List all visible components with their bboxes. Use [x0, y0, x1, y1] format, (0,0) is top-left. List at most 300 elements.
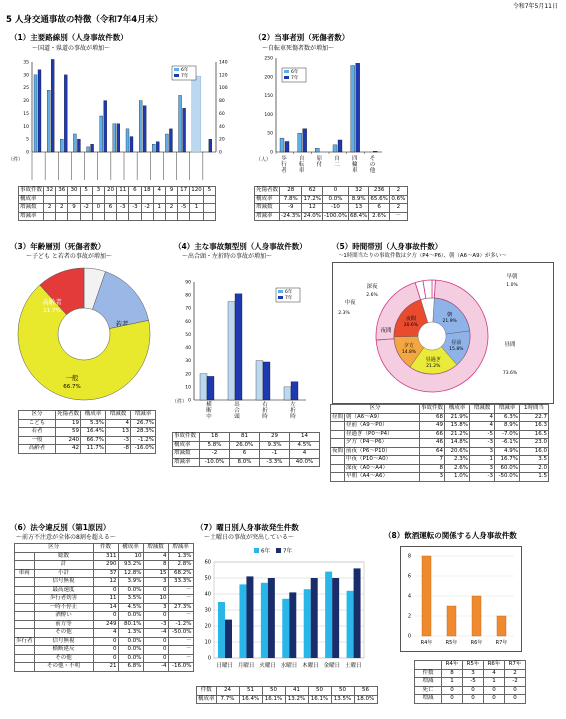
- table-cell: －: [168, 646, 193, 655]
- row-label: 朝（A6～A9）: [345, 413, 420, 422]
- table-row: [415, 669, 526, 678]
- table-cell: 0: [93, 646, 118, 655]
- slice-pct: 11.7%: [43, 308, 61, 314]
- bar-6: [200, 374, 207, 400]
- table-header: 増減数: [143, 544, 168, 553]
- bar-6: [351, 66, 355, 152]
- outer-label: 深夜: [366, 284, 378, 290]
- y-tick-label: 90: [185, 280, 191, 286]
- row-label: 酒酔い: [34, 612, 93, 621]
- table-row: [19, 445, 156, 454]
- group-label: [15, 663, 35, 672]
- table-cell: 0: [322, 187, 348, 196]
- y-tick-label: 50: [185, 332, 191, 338]
- bar-7: [130, 137, 133, 152]
- table-cell: -7.0%: [495, 430, 520, 439]
- table-cell: 4: [93, 629, 118, 638]
- row-label: 一般: [19, 436, 56, 445]
- y-tick-label: 150: [264, 94, 273, 100]
- s7-chart: [196, 544, 371, 684]
- x-tick-label: 金曜日: [323, 663, 341, 669]
- table-cell: 12: [302, 204, 322, 213]
- y-tick-label: 50: [204, 575, 211, 582]
- table-cell: 68: [420, 413, 445, 422]
- row-label: 増減数: [19, 204, 44, 213]
- inner-pct: 21.9%: [442, 318, 457, 324]
- legend-label: 7年: [285, 296, 293, 301]
- table-row: [415, 661, 526, 670]
- outer-pct: 73.6%: [502, 371, 518, 376]
- table-row: [15, 569, 194, 578]
- row-label: 構成率: [173, 441, 200, 450]
- bar-7: [91, 144, 94, 152]
- category-label: 左折時: [290, 402, 296, 420]
- bar-6: [298, 133, 302, 152]
- table-cell: -3.3%: [260, 458, 290, 467]
- table-cell: 16.3: [520, 422, 549, 431]
- bar-6: [179, 95, 182, 152]
- group-label: 昼間: [332, 413, 344, 420]
- group-label: [15, 603, 35, 612]
- table-cell: 59: [56, 428, 81, 437]
- row-label: その他・不明: [34, 663, 93, 672]
- table-row: [415, 686, 526, 695]
- table-cell: 2.6%: [445, 464, 470, 473]
- bar-7: [183, 108, 186, 152]
- table-cell: －: [168, 654, 193, 663]
- table-cell: [153, 195, 165, 204]
- table-cell: 66.7%: [81, 436, 106, 445]
- table-cell: 80.1%: [118, 620, 143, 629]
- table-cell: 0: [442, 695, 463, 704]
- row-label: 件数: [415, 669, 442, 678]
- y2-tick-label: 20: [219, 137, 225, 143]
- table-cell: 0.0%: [322, 195, 348, 204]
- bar-6: [73, 134, 76, 152]
- table-cell: 4: [153, 187, 165, 196]
- s4-table: [172, 432, 320, 467]
- table-row: [255, 212, 408, 221]
- table-cell: －: [168, 637, 193, 646]
- table-cell: 10: [143, 595, 168, 604]
- group-label: 車両: [15, 569, 35, 578]
- table-cell: 3: [143, 578, 168, 587]
- bar-7: [117, 124, 120, 152]
- bar-6: [333, 145, 337, 152]
- table-row: [331, 456, 549, 465]
- group-label: [331, 464, 345, 473]
- table-cell: 2: [56, 204, 68, 213]
- s7-heading: （7）曜日別人身事故発生件数: [196, 523, 299, 532]
- s1-note: ～国道・県道の事故が増加～: [32, 45, 111, 52]
- table-cell: [141, 212, 153, 221]
- bar-6: [139, 101, 142, 152]
- table-cell: -3: [470, 439, 495, 448]
- inner-label: 夜間: [405, 315, 416, 322]
- table-row: [19, 212, 216, 221]
- category-label: 原付: [316, 156, 323, 168]
- y-tick-label: 30: [185, 359, 191, 365]
- inner-pct: 14.8%: [401, 350, 417, 356]
- s2-note: ～自転車死傷者数が増加～: [262, 45, 335, 52]
- table-cell: 4: [470, 413, 495, 422]
- table-cell: 3: [143, 603, 168, 612]
- table-cell: 21.9%: [445, 413, 470, 422]
- group-label: [15, 561, 35, 570]
- x-tick-label: R4年: [420, 640, 433, 646]
- table-cell: -8: [106, 445, 131, 454]
- table-header: 増減率: [131, 411, 156, 420]
- table-cell: 26.0%: [230, 441, 260, 450]
- table-cell: -100.0%: [323, 212, 347, 219]
- table-cell: 56: [354, 687, 377, 696]
- category-label: 四輪車: [352, 156, 358, 174]
- inner-label: 朝: [447, 311, 453, 318]
- row-label: 増減数: [255, 204, 280, 213]
- table-cell: 6: [369, 204, 389, 213]
- table-header: R6年: [484, 661, 505, 670]
- outer-label: 昼間: [504, 342, 516, 348]
- table-row: [331, 473, 549, 482]
- table-row: [19, 428, 156, 437]
- table-cell: 3: [420, 473, 445, 482]
- table-cell: 17: [178, 187, 190, 196]
- bar-6: [192, 76, 201, 152]
- table-cell: 0: [92, 204, 104, 213]
- table-row: [15, 646, 194, 655]
- table-row: [255, 195, 408, 204]
- table-cell: 0.6%: [389, 195, 407, 204]
- bar-6: [165, 134, 168, 152]
- row-label: 信号無視: [34, 637, 93, 646]
- bar-7: [332, 578, 339, 658]
- table-row: [15, 544, 194, 553]
- row-label: 増減: [415, 695, 442, 704]
- bar-6: [239, 584, 246, 658]
- table-cell: [92, 195, 104, 204]
- table-cell: 12: [93, 578, 118, 587]
- row-label: 横断違反: [34, 646, 93, 655]
- s3-table: [18, 410, 156, 454]
- s7-table: [196, 686, 378, 704]
- table-cell: 4: [143, 552, 168, 561]
- bar-6: [315, 148, 319, 152]
- table-cell: －: [168, 586, 193, 595]
- table-cell: 7: [420, 456, 445, 465]
- bar-6: [256, 361, 263, 400]
- table-cell: 6: [230, 450, 260, 459]
- table-cell: 4: [484, 669, 505, 678]
- table-cell: 81: [230, 433, 260, 442]
- y-tick-label: 0: [270, 150, 273, 156]
- table-cell: 21.2%: [445, 430, 470, 439]
- s3-heading: （3）年齢層別（死傷者数）: [10, 242, 106, 251]
- table-cell: [129, 195, 141, 204]
- x-tick-label: 水曜日: [280, 663, 298, 669]
- table-header: 増減数: [470, 405, 495, 414]
- outer-label: 早朝: [506, 274, 518, 280]
- y2-tick-label: 60: [219, 111, 225, 117]
- table-row: [331, 439, 549, 448]
- slice-label: 若者: [115, 320, 129, 328]
- bar-7: [285, 141, 289, 152]
- bar: [447, 606, 456, 636]
- table-cell: 13.2%: [285, 695, 308, 704]
- table-cell: 16.5: [520, 430, 549, 439]
- table-row: [15, 603, 194, 612]
- table-row: [19, 195, 216, 204]
- table-row: [19, 204, 216, 213]
- s3-note: ～子ども と若者の事故が増加～: [26, 253, 112, 260]
- table-cell: [203, 212, 215, 221]
- table-cell: 46: [420, 439, 445, 448]
- table-header: 区分: [15, 544, 94, 553]
- row-label: 深夜（A0～A4）: [345, 464, 420, 473]
- bar-7: [268, 578, 275, 658]
- row-label: 件数: [197, 687, 217, 696]
- table-row: [19, 411, 156, 420]
- row-label: 若者: [19, 428, 56, 437]
- legend-label: 7年: [283, 548, 292, 555]
- table-cell: 0: [93, 654, 118, 663]
- row-label: 中夜（P10～A0）: [345, 456, 420, 465]
- s4-unit: （件）: [172, 399, 188, 405]
- table-cell: 13: [106, 428, 131, 437]
- table-header: R5年: [463, 661, 484, 670]
- bar-7: [104, 101, 107, 152]
- table-cell: 5: [203, 187, 215, 196]
- table-cell: -24.3%: [281, 212, 301, 219]
- table-header: 構成率: [445, 405, 470, 414]
- row-label: 総数: [34, 552, 93, 561]
- group-label: 夜間: [332, 447, 344, 454]
- bar-7: [263, 362, 270, 400]
- table-cell: 20.6%: [445, 447, 470, 456]
- row-label: 最高速度: [34, 586, 93, 595]
- table-cell: -10: [322, 204, 348, 213]
- y-tick-label: 5: [26, 137, 29, 143]
- table-cell: 0: [484, 695, 505, 704]
- table-cell: －: [168, 612, 193, 621]
- row-label: 事故件数: [20, 187, 43, 194]
- table-cell: -1.2%: [131, 436, 156, 445]
- y2-tick-label: 120: [219, 73, 228, 79]
- s6-heading: （6）法令違反別（第1原因）: [10, 523, 111, 532]
- table-cell: 0: [93, 612, 118, 621]
- row-label: 計: [34, 561, 93, 570]
- bar-7: [207, 376, 214, 400]
- group-label: [15, 654, 35, 663]
- table-cell: [117, 195, 129, 204]
- table-cell: 68.4%: [349, 212, 368, 219]
- table-cell: 290: [93, 561, 118, 570]
- table-cell: 16.4%: [239, 695, 262, 704]
- table-cell: 33.3%: [168, 578, 193, 587]
- table-cell: [190, 195, 204, 204]
- table-cell: 0: [143, 586, 168, 595]
- table-cell: 12.8%: [118, 569, 143, 578]
- bar-6: [261, 583, 268, 658]
- x-tick-label: 月曜日: [237, 663, 255, 669]
- table-cell: -4: [143, 663, 168, 672]
- table-row: [331, 405, 549, 414]
- row-label: 増減数: [173, 450, 200, 459]
- table-cell: 7.7%: [216, 695, 239, 704]
- table-row: [331, 430, 549, 439]
- s4-category-row: [196, 402, 306, 432]
- legend-swatch: [284, 76, 289, 79]
- row-label: 歩行者妨害: [34, 595, 93, 604]
- table-cell: 2.6%: [369, 212, 389, 221]
- y-tick-label: 20: [185, 372, 191, 378]
- table-header: 1時間当: [520, 405, 549, 414]
- row-label: 事故件数: [173, 433, 200, 442]
- table-cell: 0.0%: [118, 637, 143, 646]
- table-cell: -4: [143, 629, 168, 638]
- table-cell: 0: [143, 654, 168, 663]
- table-cell: 2: [389, 187, 407, 196]
- table-cell: 14: [93, 603, 118, 612]
- table-cell: [165, 195, 177, 204]
- row-label: 増減率: [19, 212, 44, 221]
- legend-swatch: [254, 548, 259, 553]
- y-tick-label: 35: [23, 60, 29, 66]
- table-cell: 19: [56, 419, 81, 428]
- table-cell: [178, 195, 190, 204]
- group-label: 歩行者: [16, 637, 33, 644]
- table-cell: -2: [141, 204, 153, 213]
- y-tick-label: 80: [185, 293, 191, 299]
- table-row: [331, 464, 549, 473]
- row-label: こども: [19, 419, 56, 428]
- bar-7: [156, 142, 159, 152]
- table-row: [197, 687, 378, 696]
- y-tick-label: 20: [204, 623, 211, 630]
- y2-tick-label: 0: [219, 150, 222, 156]
- bar-6: [347, 591, 354, 658]
- table-cell: 0: [93, 637, 118, 646]
- table-cell: 11: [117, 187, 129, 196]
- table-header: 増減数: [106, 411, 131, 420]
- table-header: 件数: [93, 544, 118, 553]
- table-cell: 41: [285, 687, 308, 696]
- bar-7: [303, 129, 307, 152]
- bar-6: [152, 144, 155, 152]
- y-tick-label: 15: [23, 111, 29, 117]
- table-row: [15, 629, 194, 638]
- group-label: [15, 578, 35, 587]
- group-label: [15, 629, 35, 638]
- group-label: [15, 612, 35, 621]
- outer-label: 夜間: [380, 328, 392, 334]
- table-cell: 16.4%: [81, 428, 106, 437]
- x-tick-label: R6年: [470, 640, 483, 646]
- table-cell: -2: [200, 450, 230, 459]
- table-cell: 13: [348, 204, 368, 213]
- group-label: [15, 620, 35, 629]
- table-cell: 240: [56, 436, 81, 445]
- table-cell: -16.0%: [168, 663, 193, 672]
- table-header: 増減率: [168, 544, 193, 553]
- table-cell: 15.8%: [445, 422, 470, 431]
- legend-swatch: [174, 74, 179, 77]
- table-cell: 2.3%: [445, 456, 470, 465]
- bar-6: [47, 90, 50, 152]
- table-cell: 13.5%: [331, 695, 354, 704]
- table-row: [255, 204, 408, 213]
- y-tick-label: 60: [204, 559, 211, 566]
- table-cell: -5: [470, 430, 495, 439]
- table-cell: [203, 204, 215, 213]
- table-cell: 28.3%: [131, 428, 156, 437]
- y-tick-label: 20: [23, 99, 29, 105]
- table-cell: 20: [104, 187, 116, 196]
- row-label: 一時不停止: [34, 603, 93, 612]
- row-label: 構成率: [255, 195, 280, 204]
- table-cell: 0: [143, 612, 168, 621]
- group-label: [15, 586, 35, 595]
- legend-label: 7年: [291, 76, 299, 81]
- table-cell: [44, 195, 56, 204]
- page-date: 令和7年5月11日: [512, 3, 558, 10]
- legend-label: 6年: [285, 290, 293, 295]
- category-label: 右折時: [262, 402, 268, 420]
- inner-label: 昼前: [451, 340, 462, 347]
- table-row: [15, 595, 194, 604]
- table-row: [415, 695, 526, 704]
- y-tick-label: 0: [26, 150, 29, 156]
- table-cell: [44, 212, 56, 221]
- bar: [422, 556, 431, 636]
- table-cell: -16.0%: [131, 445, 156, 454]
- table-cell: -50.0%: [495, 473, 520, 482]
- table-cell: 0.0%: [118, 646, 143, 655]
- bar-6: [218, 602, 225, 658]
- row-label: 死傷者数: [256, 187, 279, 194]
- table-row: [173, 441, 320, 450]
- table-cell: 1: [442, 678, 463, 687]
- table-cell: 3.5%: [118, 595, 143, 604]
- table-cell: -5: [463, 678, 484, 687]
- table-row: [415, 678, 526, 687]
- bar-7: [246, 576, 253, 658]
- table-cell: 42: [56, 445, 81, 454]
- table-cell: 8.9%: [348, 195, 368, 204]
- x-tick-label: R5年: [445, 640, 458, 646]
- x-tick-label: 土曜日: [345, 663, 362, 669]
- table-cell: 1: [470, 456, 495, 465]
- row-label: 前方等: [34, 620, 93, 629]
- table-cell: 1: [190, 204, 204, 213]
- table-cell: 0: [463, 695, 484, 704]
- table-cell: [80, 212, 92, 221]
- group-label: [15, 646, 35, 655]
- inner-pct: 15.8%: [449, 347, 464, 353]
- table-cell: 8: [420, 464, 445, 473]
- table-cell: 16.1%: [262, 695, 285, 704]
- table-cell: 62: [302, 187, 322, 196]
- table-cell: 5: [80, 187, 92, 196]
- row-label: 昼前（A9～P0）: [345, 422, 420, 431]
- table-row: [197, 695, 378, 704]
- table-cell: 50: [308, 687, 331, 696]
- table-header: 死傷者数: [57, 411, 80, 418]
- s8-heading: （8）飲酒運転の関係する人身事故件数: [384, 531, 517, 540]
- y-tick-label: 30: [204, 607, 211, 614]
- legend-swatch: [174, 68, 179, 71]
- table-cell: 1.3%: [118, 629, 143, 638]
- s1-table: [18, 186, 216, 221]
